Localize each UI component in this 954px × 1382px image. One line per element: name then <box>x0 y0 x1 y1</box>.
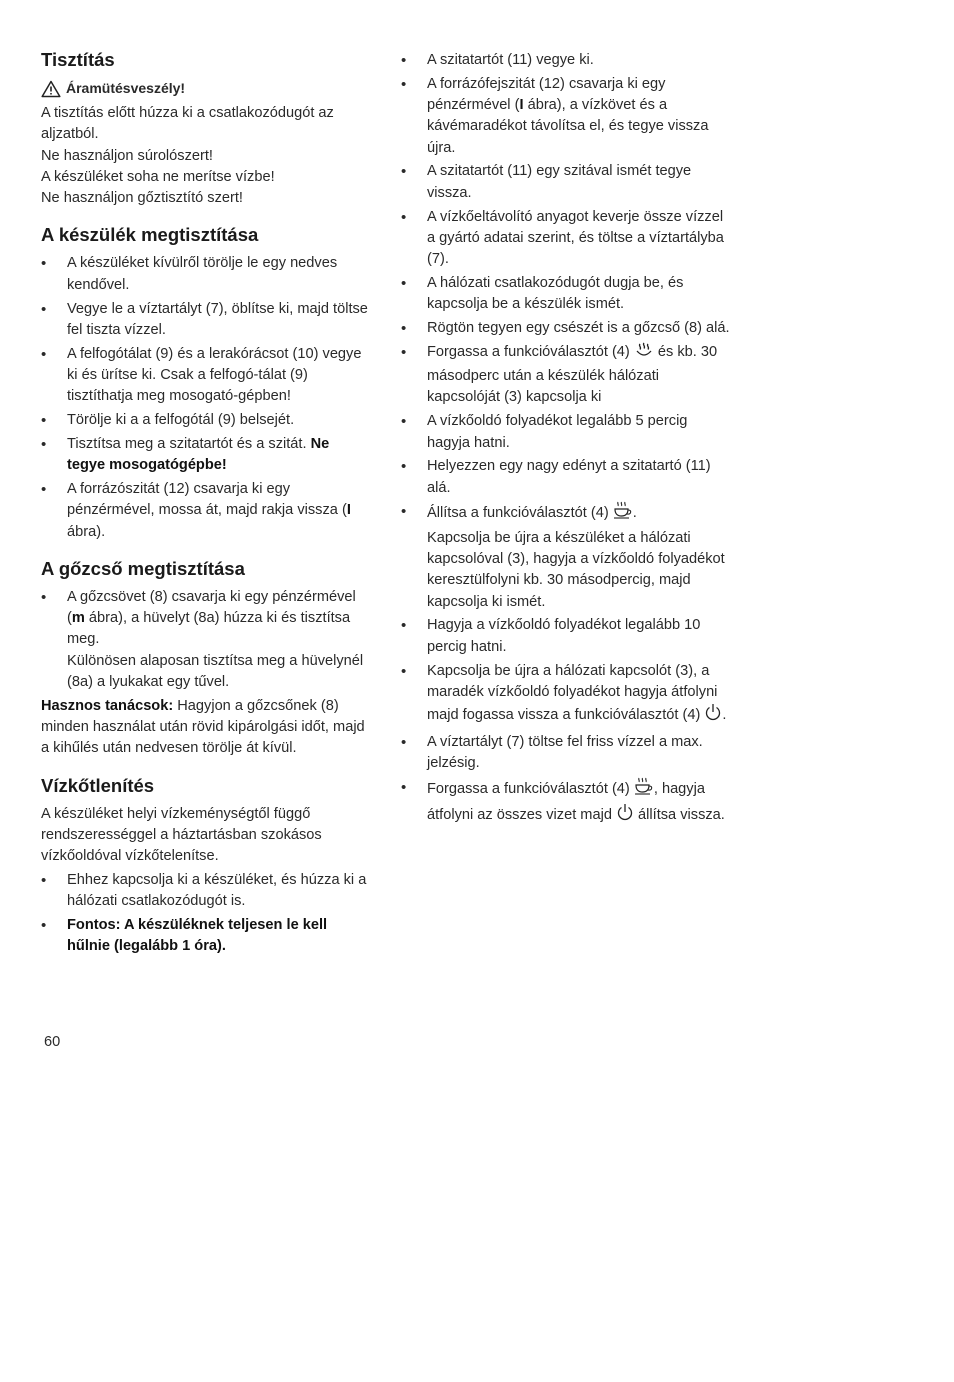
coffee-cup-icon <box>634 777 654 803</box>
list-item <box>401 501 731 612</box>
list-item-text: Tisztítsa meg a szitatartót és a szitát. <box>67 435 311 452</box>
list-item-text: Kapcsolja be újra a készüléket a hálózati kapcsolóval (3), hagyja a vízkőoldó folyadékot keresztülfolyni kb. 30 másodpercig, majd kapcsolja ki ismét. <box>427 529 725 610</box>
list-item: • Vegye le a víztartályt (7), öblítse ki, majd töltse fel tiszta vízzel. <box>41 299 371 342</box>
heading-tisztitas: Tisztítás <box>41 49 115 70</box>
heading-gozcso: A gőzcső megtisztítása <box>41 557 245 579</box>
text-line: Ne használjon gőztisztító szert! <box>41 190 243 207</box>
list-item <box>401 777 731 830</box>
vizko-intro: A készüléket helyi vízkeménységtől függő rendszerességgel a háztartásban szokásos vízkőoldóval vízkőtelenítse. <box>41 805 322 865</box>
warning-line <box>41 78 371 99</box>
list-item: • A szitatartót (11) egy szitával ismét tegye vissza. <box>401 161 731 204</box>
list-item: • Ehhez kapcsolja ki a készüléket, és húzza ki a hálózati csatlakozódugót is. <box>41 870 371 913</box>
list-item-text: A forrázófejszitát (12) csavarja ki egy pénzérmével ( <box>427 75 666 114</box>
list-item-bold: Ne tegye mosogatógépbe! <box>67 435 330 474</box>
list-item: • A víztartályt (7) töltse fel friss vízzel a max. jelzésig. <box>401 732 731 775</box>
figure-ref: I <box>519 97 524 114</box>
list-item-text: A gőzcsövet (8) csavarja ki egy pénzérmével ( <box>67 588 356 627</box>
list-item: • A vízkőeltávolító anyagot keverje össze vízzel a gyártó adatai szerint, és töltse a víztartályba (7). <box>401 207 731 271</box>
list-item-text: Forgassa a funkcióválasztót (4) <box>427 343 634 360</box>
figure-ref: I <box>346 502 351 519</box>
list-item-text: A forrázószitát (12) csavarja ki egy pénzérmével, mossa át, majd rakja vissza ( <box>67 480 347 519</box>
tip-paragraph <box>41 696 371 760</box>
text-line: Ne használjon súrolószert! <box>41 147 213 164</box>
list-item: • A hálózati csatlakozódugót dugja be, és kapcsolja be a készülék ismét. <box>401 273 731 316</box>
figure-ref: m <box>71 610 85 627</box>
list-item-text: Állítsa a funkcióválasztót (4) <box>427 505 613 522</box>
list-item-text: ábra), a vízkövet és a kávémaradékot távolítsa el, és tegye vissza újra. <box>427 97 709 156</box>
power-icon <box>704 703 722 729</box>
list-item-text: Kapcsolja be újra a hálózati kapcsolót (3), a maradék vízkőoldó folyadékot hagyja átfolyni majd fogassa vissza a funkcióválasztót (4) <box>427 662 718 724</box>
list-item-text: . <box>632 505 637 522</box>
list-item-bold: Fontos: A készüléknek teljesen le kell hűlnie (legalább 1 óra). <box>67 916 328 954</box>
warning-text: Áramütésveszély! <box>66 80 186 96</box>
tip-text: Hagyjon a gőzcsőnek (8) minden használat után rövid kipárolgási időt, majd a kihűlés után nedvesen törölje át kívül. <box>41 697 365 757</box>
vizko-list <box>41 870 371 958</box>
right-column <box>401 50 731 832</box>
coffee-cup-icon <box>613 501 633 527</box>
gozcso-list <box>41 587 371 693</box>
list-item <box>401 74 731 159</box>
heading-vizko: Vízkőtlenítés <box>41 774 155 796</box>
list-item-text: Különösen alaposan tisztítsa meg a hüvelynél (8a) a lyukakat egy tűvel. <box>67 652 364 691</box>
list-item-text: ábra), a hüvelyt (8a) húzza ki és tisztítsa meg. <box>67 610 351 648</box>
list-item-text: . <box>722 707 727 724</box>
list-item-text: Forgassa a funkcióválasztót (4) <box>427 781 634 797</box>
heading-keszulek: A készülék megtisztítása <box>41 224 259 246</box>
power-icon <box>616 803 634 829</box>
steam-icon <box>634 342 654 366</box>
list-item-text: ábra). <box>67 523 106 540</box>
list-item <box>41 587 371 693</box>
list-item <box>41 915 371 958</box>
list-item: • Törölje ki a a felfogótál (9) belsejét. <box>41 410 371 431</box>
keszulek-list <box>41 253 371 542</box>
list-item <box>401 661 731 730</box>
list-item <box>401 342 731 409</box>
list-item <box>41 479 371 543</box>
list-item-text: és kb. 30 másodperc után a készülék hálózati kapcsolóját (3) kapcsolja ki <box>427 343 718 406</box>
list-item: • Hagyja a vízkőoldó folyadékot legalább 10 percig hatni. <box>401 615 731 658</box>
text-line: A tisztítás előtt húzza ki a csatlakozódugót az aljzatból. <box>41 105 334 143</box>
list-item: • Rögtön tegyen egy csészét is a gőzcső (8) alá. <box>401 318 731 339</box>
list-item: • A szitatartót (11) vegye ki. <box>401 50 731 71</box>
text-line: A készüléket soha ne merítse vízbe! <box>41 168 275 185</box>
list-item: • Helyezzen egy nagy edényt a szitatartó (11) alá. <box>401 456 731 499</box>
list-item: • A készüléket kívülről törölje le egy nedves kendővel. <box>41 253 371 296</box>
list-item: • A vízkőoldó folyadékot legalább 5 percig hagyja hatni. <box>401 411 731 454</box>
list-item <box>41 434 371 477</box>
list-item-text: , hagyja átfolyni az összes vizet majd <box>427 781 705 824</box>
left-column <box>41 48 371 960</box>
vizko-steps-list <box>401 50 731 830</box>
list-item-text: állítsa vissza. <box>634 807 725 824</box>
tip-label: Hasznos tanácsok: <box>41 697 174 714</box>
list-item: • A felfogótálat (9) és a lerakórácsot (10) vegye ki és ürítse ki. Csak a felfogó-tálat (9) tisztíthatja meg mosogató-gépben! <box>41 344 371 408</box>
warning-triangle-icon <box>41 80 61 98</box>
page-number: 60 <box>44 1034 61 1050</box>
